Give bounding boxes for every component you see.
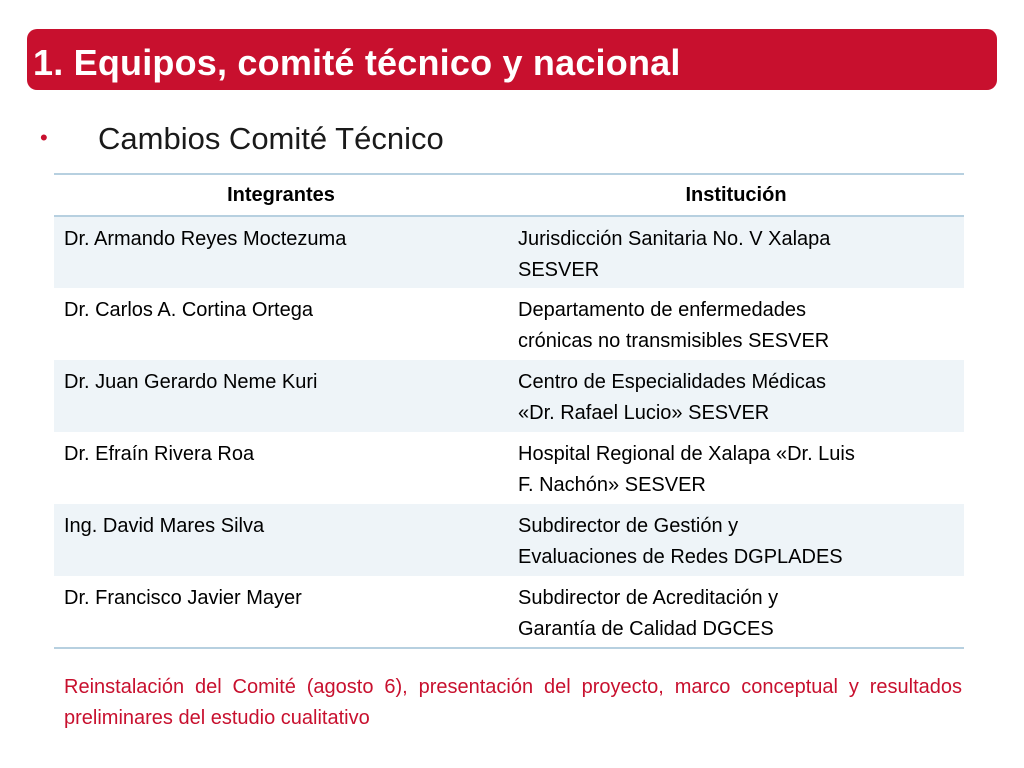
header-institucion: Institución	[685, 183, 787, 206]
institucion-line: F. Nachón» SESVER	[518, 474, 706, 496]
table-row	[54, 288, 964, 360]
cell-integrante: Dr. Armando Reyes Moctezuma	[64, 228, 347, 250]
institucion-line: Jurisdicción Sanitaria No. V Xalapa	[518, 228, 831, 250]
institucion-line: Centro de Especialidades Médicas	[518, 371, 826, 393]
institucion-line: SESVER	[518, 259, 600, 281]
bullet-dot-icon: •	[40, 125, 48, 150]
cell-institucion	[508, 360, 964, 432]
bullet-text: Cambios Comité Técnico	[98, 120, 444, 156]
cell-integrante: Ing. David Mares Silva	[64, 515, 265, 537]
cell-integrante: Dr. Francisco Javier Mayer	[64, 587, 302, 609]
institucion-line: «Dr. Rafael Lucio» SESVER	[518, 402, 770, 424]
table-row	[54, 432, 964, 504]
table-header-row	[54, 174, 964, 216]
table-row	[54, 576, 964, 648]
cell-institucion	[508, 216, 964, 288]
cell-integrante: Dr. Carlos A. Cortina Ortega	[64, 299, 313, 321]
institucion-line: Hospital Regional de Xalapa «Dr. Luis	[518, 443, 855, 465]
institucion-line: Subdirector de Gestión y	[518, 515, 739, 537]
cell-institucion	[508, 504, 964, 576]
institucion-line: Subdirector de Acreditación y	[518, 587, 779, 609]
reinstallation-note: Reinstalación del Comité (agosto 6), presentación del proyecto, marco conceptual y resultados preliminares del estudio cualitativo	[64, 676, 962, 729]
cell-institucion	[508, 576, 964, 648]
institucion-line: Evaluaciones de Redes DGPLADES	[518, 546, 843, 568]
header-integrantes: Integrantes	[227, 183, 335, 206]
institucion-line: Garantía de Calidad DGCES	[518, 618, 774, 640]
table-row	[54, 504, 964, 576]
committee-table	[54, 173, 964, 649]
bullet-item	[40, 118, 444, 158]
title-bar	[27, 29, 997, 90]
cell-integrante: Dr. Efraín Rivera Roa	[64, 443, 255, 465]
institucion-line: Departamento de enfermedades	[518, 299, 806, 321]
table-row	[54, 216, 964, 288]
cell-institucion	[508, 432, 964, 504]
institucion-line: crónicas no transmisibles SESVER	[518, 330, 830, 352]
slide-title: 1. Equipos, comité técnico y nacional	[33, 41, 681, 83]
cell-institucion	[508, 288, 964, 360]
cell-integrante: Dr. Juan Gerardo Neme Kuri	[64, 371, 318, 393]
table-row	[54, 360, 964, 432]
